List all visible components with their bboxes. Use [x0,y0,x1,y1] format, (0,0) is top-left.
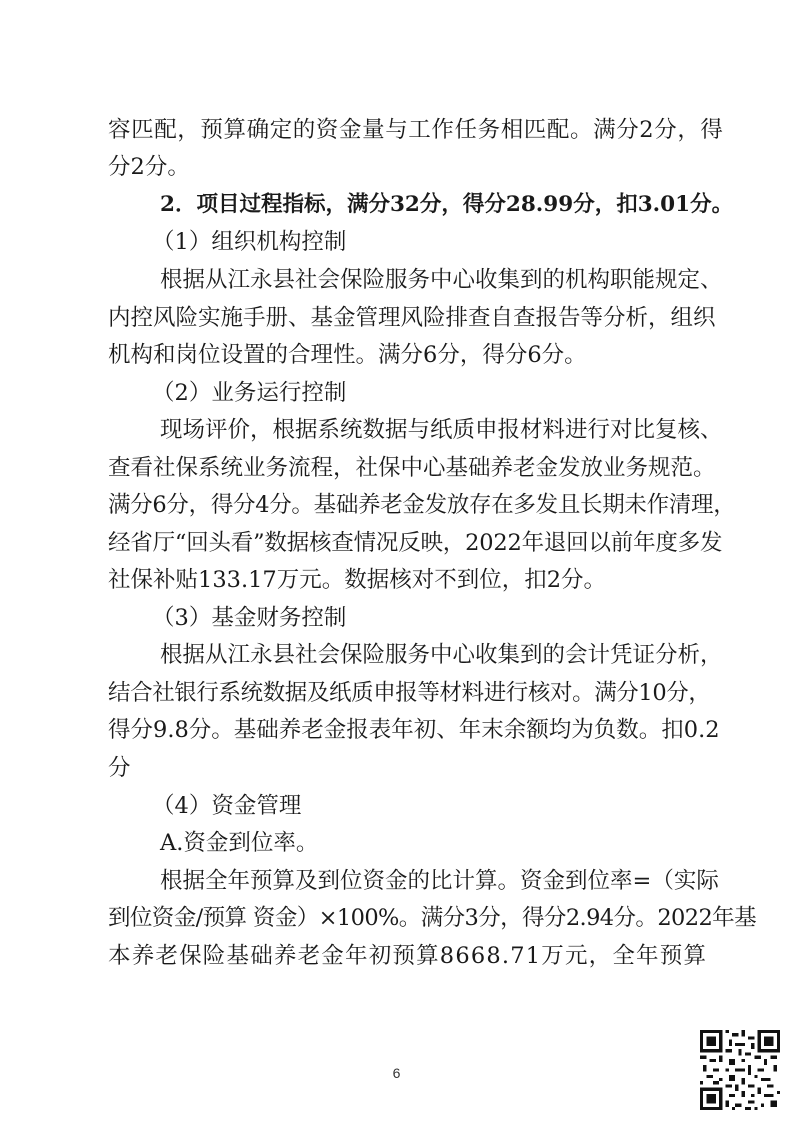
text-line: 到位资金/预算 资金）×100%。满分3分，得分2.94分。2022年基 [108,905,756,931]
text-line: 内控风险实施手册、基金管理风险排查自查报告等分析，组织 [108,305,716,331]
subsection-heading: （1）组织机构控制 [152,229,347,255]
text-line: 结合社银行系统数据及纸质申报等材料进行核对。满分10分， [108,680,711,706]
text-line: 根据从江永县社会保险服务中心收集到的会计凭证分析， [160,642,723,668]
qr-code-icon [700,1030,780,1110]
page-number: 6 [392,1065,401,1081]
text-line: 查看社保系统业务流程，社保中心基础养老金发放业务规范。 [108,455,716,481]
text-line: 现场评价，根据系统数据与纸质申报材料进行对比复核、 [160,417,723,443]
text-line: 得分9.8分。基础养老金报表年初、年末余额均为负数。扣0.2 [108,717,720,743]
text-line: A.资金到位率。 [160,830,319,856]
text-line: 分 [108,755,131,781]
subsection-heading: （3）基金财务控制 [152,605,347,631]
subsection-heading: （2）业务运行控制 [152,380,347,406]
text-line: 容匹配，预算确定的资金量与工作任务相匹配。满分2分，得 [108,117,724,143]
text-line: 本养老保险基础养老金年初预算8668.71万元，全年预算 [108,943,708,969]
text-line: 根据全年预算及到位资金的比计算。资金到位率=（实际 [160,868,719,894]
subsection-heading: （4）资金管理 [152,793,302,819]
text-line: 社保补贴133.17万元。数据核对不到位，扣2分。 [108,567,607,593]
section-heading: 2．项目过程指标，满分32分，得分28.99分，扣3.01分。 [160,192,734,217]
text-line: 满分6分，得分4分。基础养老金发放存在多发且长期未作清理， [108,492,736,518]
text-line: 分2分。 [108,154,190,180]
text-line: 经省厅“回头看”数据核查情况反映，2022年退回以前年度多发 [108,530,723,556]
text-line: 机构和岗位设置的合理性。满分6分，得分6分。 [108,342,587,368]
text-line: 根据从江永县社会保险服务中心收集到的机构职能规定、 [160,267,723,293]
